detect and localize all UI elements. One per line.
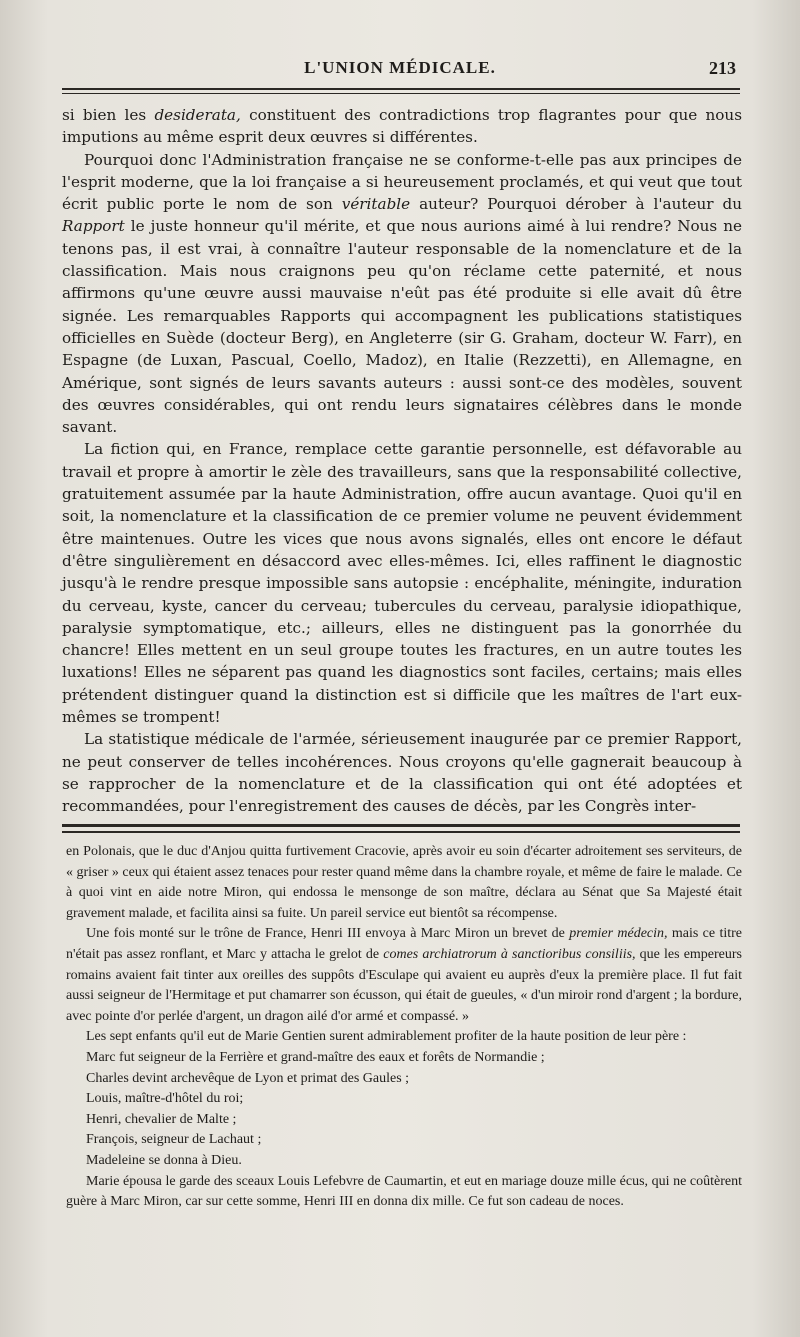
list-item: Henri, chevalier de Malte ; (86, 1111, 237, 1127)
note-paragraph-4: Marie épousa le garde des sceaux Louis Lefebvre de Caumartin, et eut en mariage douze mille écus, qui ne coûtèrent guère à Marc Miron, car sur cette somme, Henri III en donna dix mille. Ce fut son cadeau de noces. (66, 1173, 742, 1210)
note-paragraph-2: Une fois monté sur le trône de France, Henri III envoya à Marc Miron un brevet de premier médecin, mais ce titre n'était pas assez ronflant, et Marc y attacha le grelot de comes archiatrorum à sanctioribus consiliis, que les empereurs romains avaient fait tinter aux oreilles des suppôts d'Esculape qui avaient eu auprès d'eux la première place. Il fut fait aussi seigneur de l'Hermitage et put chamarrer son écusson, qui était de gueules, « d'un miroir rond d'argent ; la bordure, avec pointe d'or perlée d'argent, un dragon ailé d'or armé et compassé. » (66, 926, 743, 1024)
list-item: François, seigneur de Lachaut ; (86, 1132, 262, 1148)
header-rule (62, 88, 740, 94)
list-item: Madeleine se donna à Dieu. (86, 1152, 242, 1168)
main-article-text (62, 104, 742, 818)
page-header (62, 52, 738, 86)
paragraph-4: La statistique médicale de l'armée, sérieusement inaugurée par ce premier Rapport, ne peut conserver de telles incohérences. Nous croyons qu'elle gagnerait beaucoup à se rapprocher de la nomenclature et de la classification qui ont été adoptées et recommandées, pour l'enregistrement des causes de décès, par les Congrès inter- (62, 730, 742, 816)
children-list (66, 1048, 742, 1172)
paragraph-2: Pourquoi donc l'Administration française ne se conforme-t-elle pas aux principes de l'esprit moderne, que la loi française a si heureusement proclamés, et qui veut que tout écrit public porte le nom de son véritable auteur? Pourquoi dérober à l'auteur du Rapport le juste honneur qu'il mérite, et que nous aurions aimé à lui rendre? Nous ne tenons pas, il est vrai, à connaître l'auteur responsable de la nomenclature et de la classification. Mais nous craignons peu qu'on réclame cette paternité, et nous affirmons qu'une œuvre aussi mauvaise n'eût pas été produite si elle avait dû être signée. Les remarquables Rapports qui accompagnent les publications statistiques officielles en Suède (docteur Berg), en Angleterre (sir G. Graham, docteur W. Farr), en Espagne (de Luxan, Pascual, Coello, Madoz), en Italie (Rezzetti), en Allemagne, en Amérique, sont signés de leurs savants auteurs : aussi sont-ce des modèles, souvent des œuvres considérables, qui ont rendu leurs signataires célèbres dans le monde savant. (62, 150, 742, 437)
list-item: Charles devint archevêque de Lyon et primat des Gaules ; (86, 1070, 410, 1086)
note-paragraph-1: en Polonais, que le duc d'Anjou quitta furtivement Cracovie, après avoir eu soin d'écarter adroitement ses serviteurs, de « griser » ceux qui étaient assez tenaces pour rester quand même dans la chambre royale, et même de faire le malade. Ce à quoi vint en aide notre Miron, qui endossa le mensonge de son maître, déclara au Sénat que Sa Majesté était gravement malade, et facilita ainsi sa fuite. Un pareil service eut bientôt sa récompense. (66, 844, 742, 921)
paragraph-3: La fiction qui, en France, remplace cette garantie personnelle, est défavorable au travail et propre à amortir le zèle des travailleurs, sans que la responsabilité collective, gratuitement assumée par la haute Administration, offre aucun avantage. Quoi qu'il en soit, la nomenclature et la classification de ce premier volume ne peuvent évidemment être maintenues. Outre les vices que nous avons signalés, elles ont encore le défaut d'être singulièrement en désaccord avec elles-mêmes. Ici, elles raffinent le diagnostic jusqu'à le rendre presque impossible sans autopsie : encéphalite, méningite, induration du cerveau, kyste, cancer du cerveau; tubercules du cerveau, paralysie idiopathique, paralysie symptomatique, etc.; ailleurs, elles ne distinguent pas la gonorrhée du chancre! Elles mettent en un seul groupe toutes les fractures, en un autre toutes les luxations! Elles ne séparent pas quand les diagnostics sont faciles, certains; mais elles prétendent distinguer quand la distinction est si difficile que les maîtres de l'art eux-mêmes se trompent! (62, 440, 742, 727)
footnote-separator-rule (62, 824, 740, 833)
list-item: Louis, maître-d'hôtel du roi; (86, 1091, 244, 1107)
list-item: Marc fut seigneur de la Ferrière et grand-maître des eaux et forêts de Normandie ; (86, 1049, 545, 1065)
running-title: L'UNION MÉDICALE. (304, 58, 496, 77)
page-number: 213 (709, 58, 736, 78)
note-paragraph-3: Les sept enfants qu'il eut de Marie Gentien surent admirablement profiter de la haute position de leur père : (86, 1029, 687, 1045)
footnote-text (66, 842, 742, 1213)
paragraph-1: si bien les desiderata, constituent des contradictions trop flagrantes pour que nous imputions au même esprit deux œuvres si différentes. (62, 106, 742, 147)
